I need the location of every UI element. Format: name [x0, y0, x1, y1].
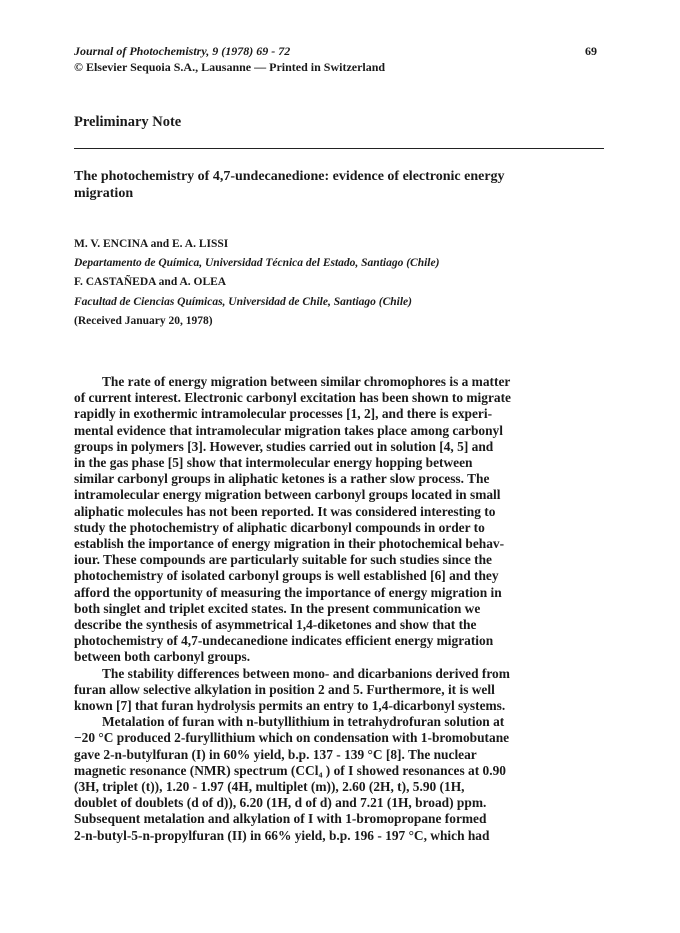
author-group-1: M. V. ENCINA and E. A. LISSI	[74, 238, 229, 250]
body-line: between both carbonyl groups.	[74, 649, 251, 665]
body-line: doublet of doublets (d of d)), 6.20 (1H, d of d) and 7.21 (1H, broad) ppm.	[74, 795, 487, 811]
body-line: establish the importance of energy migration in their photochemical behav-	[74, 536, 505, 552]
body-line: mental evidence that intramolecular migration takes place among carbonyl	[74, 422, 503, 438]
title-divider	[74, 148, 604, 149]
body-line: The rate of energy migration between similar chromophores is a matter	[102, 374, 511, 389]
body-line: describe the synthesis of asymmetrical 1,4-diketones and show that the	[74, 617, 477, 633]
body-line: iour. These compounds are particularly suitable for such studies since the	[74, 552, 492, 568]
body-line: furan allow selective alkylation in position 2 and 5. Furthermore, it is well	[74, 681, 495, 697]
page-number: 69	[585, 44, 597, 58]
body-line: both singlet and triplet excited states. In the present communication we	[74, 600, 481, 616]
body-line: Subsequent metalation and alkylation of I with 1-bromopropane formed	[74, 811, 487, 827]
affiliation-1: Departamento de Química, Universidad Técnica del Estado, Santiago (Chile)	[74, 257, 440, 269]
affiliation-2: Facultad de Ciencias Químicas, Universidad de Chile, Santiago (Chile)	[74, 296, 412, 308]
body-line: 2-n-butyl-5-n-propylfuran (II) in 66% yield, b.p. 196 - 197 °C, which had	[74, 827, 490, 843]
body-line: aliphatic molecules has not been reported. It was considered interesting to	[74, 503, 496, 519]
body-line: magnetic resonance (NMR) spectrum (CCl₄ ) of I showed resonances at 0.90	[74, 762, 506, 778]
body-line: photochemistry of 4,7-undecanedione indicates efficient energy migration	[74, 633, 494, 649]
body-line: intramolecular energy migration between carbonyl groups located in small	[74, 487, 501, 503]
title-line: migration	[74, 186, 134, 201]
body-line: −20 °C produced 2-furyllithium which on condensation with 1-bromobutane	[74, 730, 510, 746]
article-title	[74, 168, 604, 202]
copyright-line: © Elsevier Sequoia S.A., Lausanne — Printed in Switzerland	[74, 60, 386, 74]
body-line: similar carbonyl groups in aliphatic ketones is a rather slow process. The	[74, 471, 490, 487]
body-line: rapidly in exothermic intramolecular processes [1, 2], and there is experi-	[74, 406, 493, 422]
author-group-2: F. CASTAÑEDA and A. OLEA	[74, 276, 227, 288]
title-line: The photochemistry of 4,7-undecanedione: evidence of electronic energy	[74, 169, 505, 184]
body-line: The stability differences between mono- and dicarbanions derived from	[102, 665, 510, 681]
body-line: Metalation of furan with n-butyllithium in tetrahydrofuran solution at	[102, 714, 505, 730]
body-line: gave 2-n-butylfuran (I) in 60% yield, b.p. 137 - 139 °C [8]. The nuclear	[74, 746, 477, 762]
section-label: Preliminary Note	[74, 114, 182, 130]
body-line: of current interest. Electronic carbonyl excitation has been shown to migrate	[74, 390, 511, 406]
body-line: groups in polymers [3]. However, studies carried out in solution [4, 5] and	[74, 438, 494, 454]
body-line: photochemistry of isolated carbonyl groups is well established [6] and they	[74, 568, 499, 584]
body-line: known [7] that furan hydrolysis permits an entry to 1,4-dicarbonyl systems.	[74, 698, 506, 714]
received-date: (Received January 20, 1978)	[74, 315, 213, 327]
body-line: study the photochemistry of aliphatic dicarbonyl compounds in order to	[74, 519, 485, 535]
body-line: afford the opportunity of measuring the importance of energy migration in	[74, 584, 502, 600]
body-line: (3H, triplet (t)), 1.20 - 1.97 (4H, multiplet (m)), 2.60 (2H, t), 5.90 (1H,	[74, 779, 465, 795]
body-line: in the gas phase [5] show that intermolecular energy hopping between	[74, 455, 473, 471]
article-body	[74, 374, 614, 844]
journal-citation: Journal of Photochemistry, 9 (1978) 69 - 72	[74, 44, 291, 58]
